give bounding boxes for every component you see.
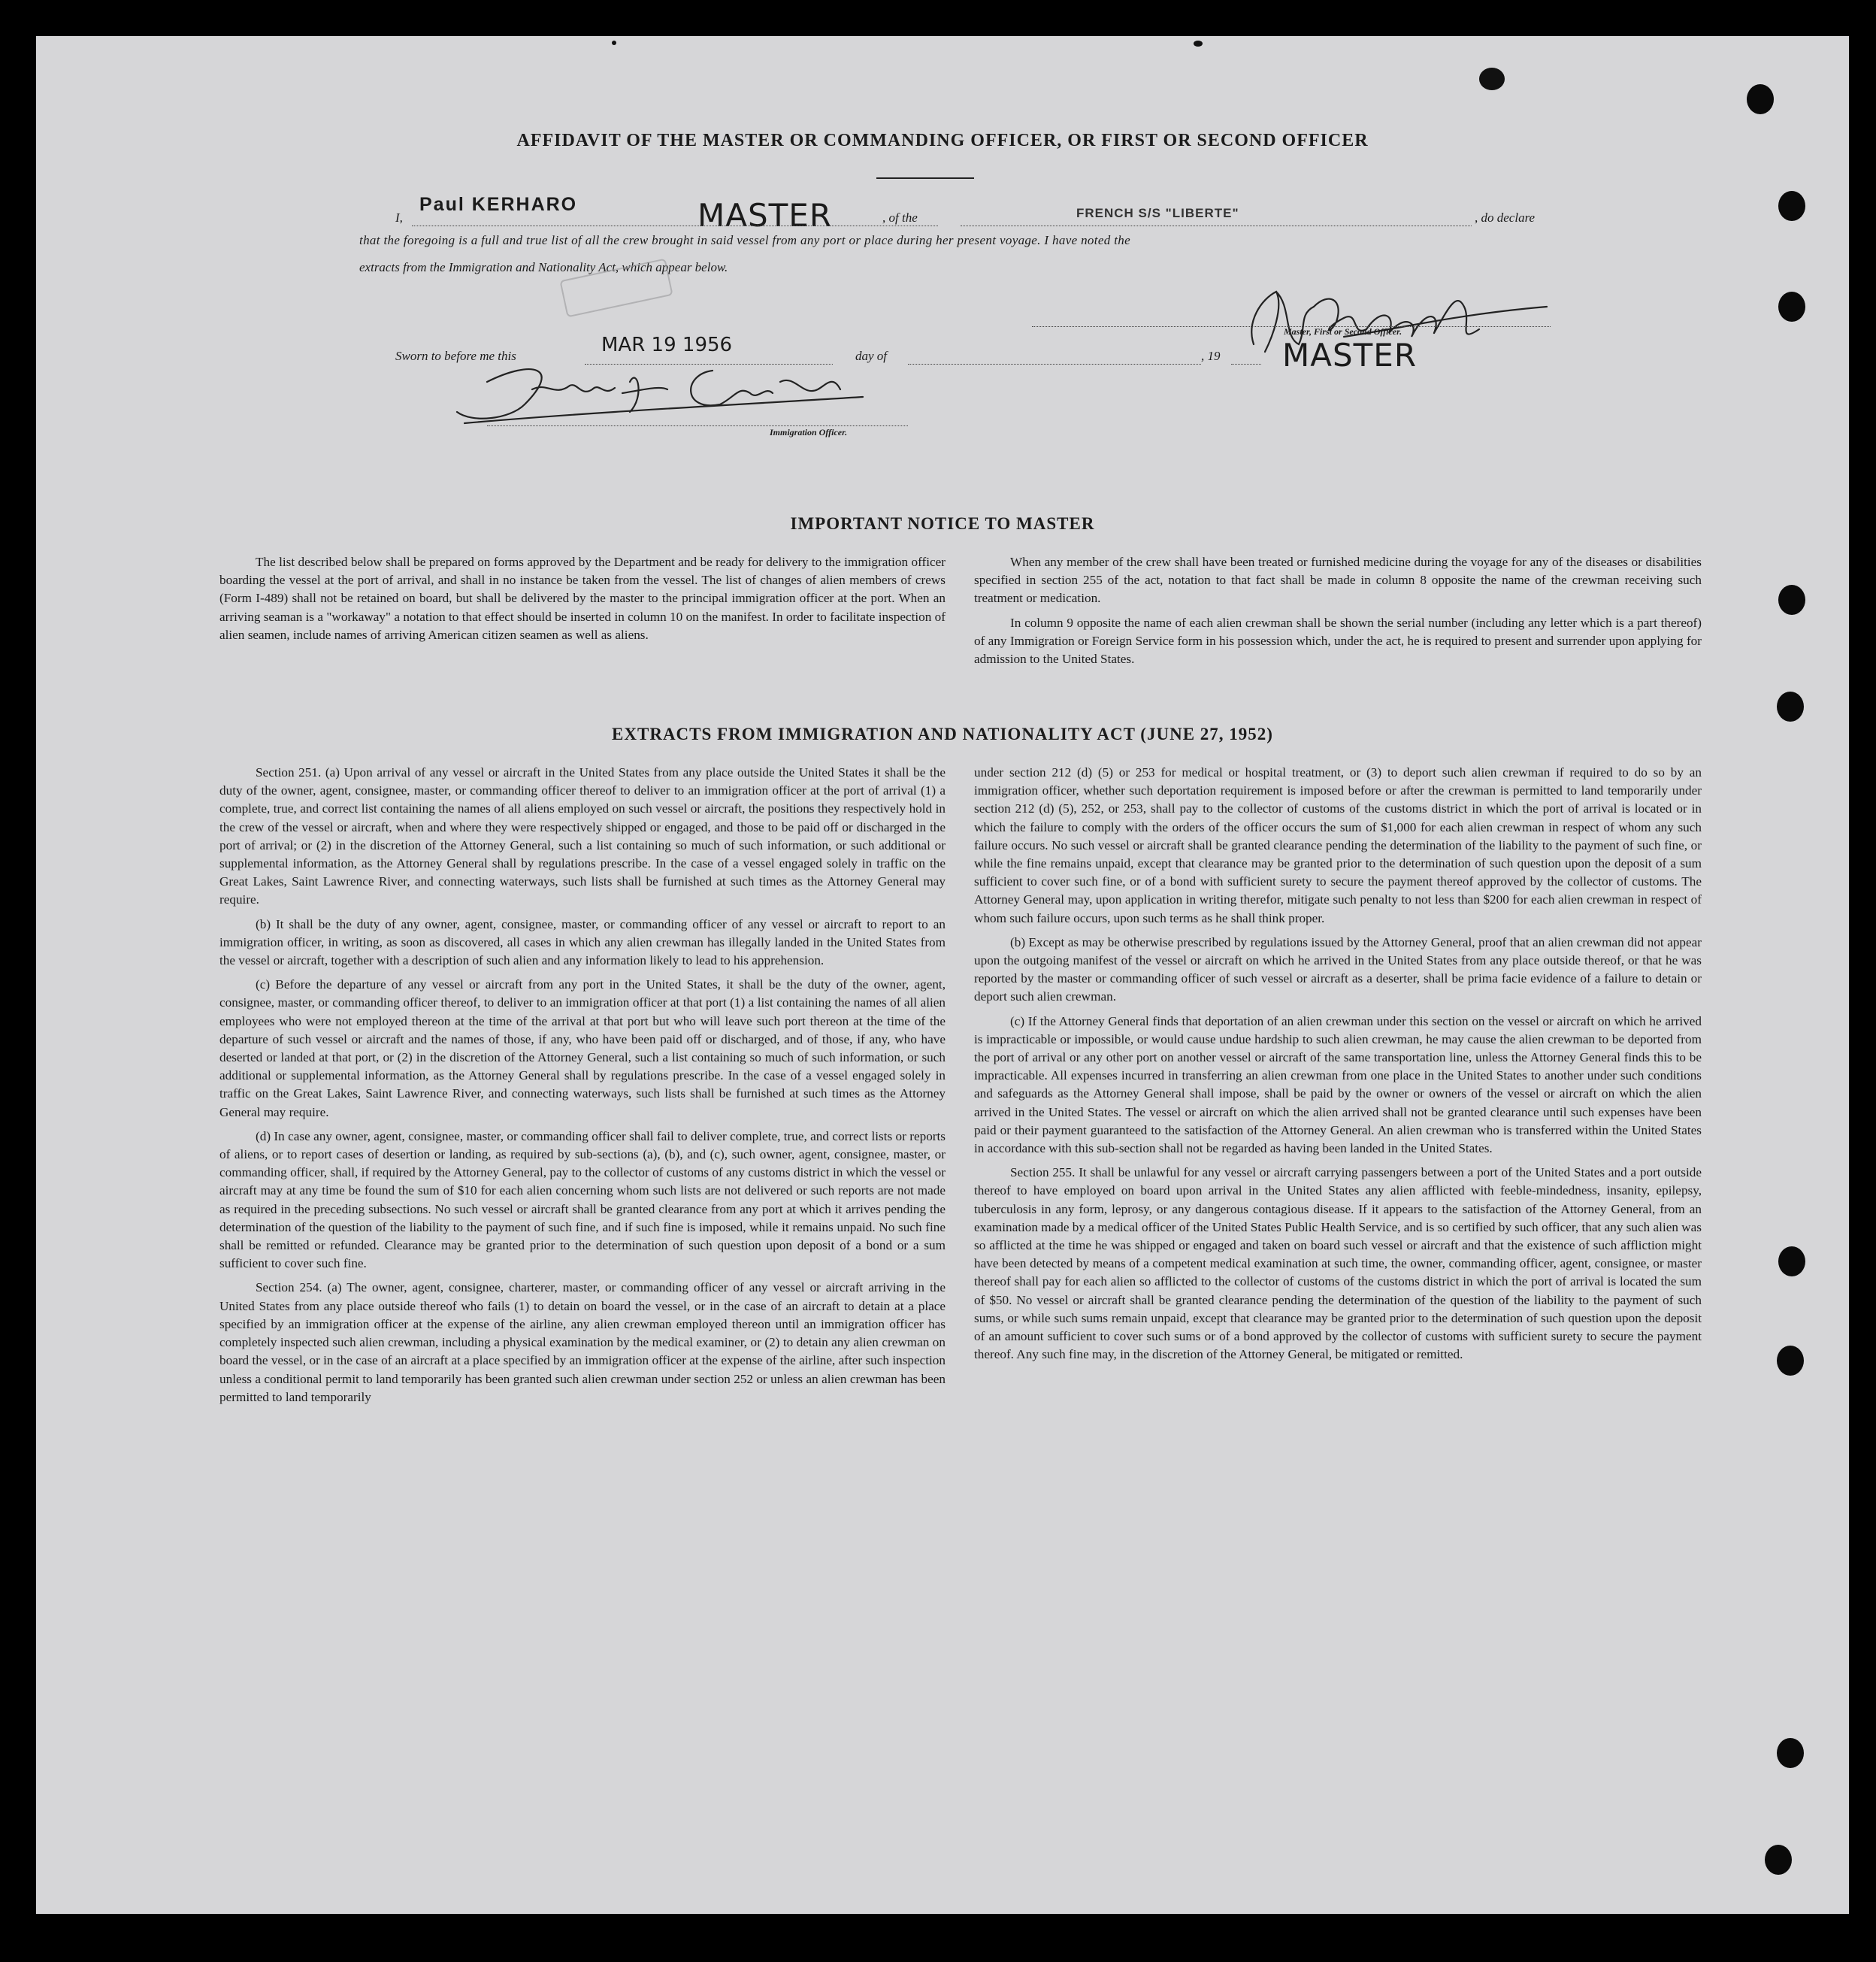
year-blank <box>1231 364 1261 365</box>
punch-hole-icon <box>1777 1346 1804 1376</box>
master-name: Paul KERHARO <box>419 194 578 215</box>
title-rule <box>876 177 974 179</box>
immigration-signature-line <box>487 425 908 426</box>
punch-hole-icon <box>1777 692 1804 722</box>
master-stamp: MASTER <box>1282 337 1418 374</box>
punch-hole-icon <box>1747 84 1774 114</box>
affidavit-title: AFFIDAVIT OF THE MASTER OR COMMANDING OFFICER, OR FIRST OR SECOND OFFICER <box>516 131 1369 150</box>
punch-hole-icon <box>1778 585 1805 615</box>
notice-heading: IMPORTANT NOTICE TO MASTER <box>790 514 1095 533</box>
immigration-officer-signature-icon <box>442 352 878 434</box>
notice-paragraph: When any member of the crew shall have been treated or furnished medicine during the voyage for any of the diseases or disabilities specified in section 255 of the act, notation to that fact shall be made in column 8 opposite the name of the crewman receiving such treatment or medication. <box>974 555 1702 606</box>
punch-hole-icon <box>1778 1246 1805 1276</box>
month-blank <box>908 364 1201 365</box>
officer-caption: Master, First or Second Officer. <box>1284 326 1402 337</box>
punch-hole-icon <box>1765 1845 1792 1875</box>
of-the-label: , of the <box>882 210 918 225</box>
vessel-name: FRENCH S/S "LIBERTE" <box>1076 206 1239 220</box>
extracts-right-column <box>974 764 1702 1370</box>
ink-fleck-icon <box>1479 68 1505 90</box>
statement-line-1: that the foregoing is a full and true list of all the crew brought in said vessel from any port or place during her present voyage. I have noted the <box>359 233 1131 247</box>
section-paragraph: (d) In case any owner, agent, consignee, master, or commanding officer shall fail to deliver complete, true, and correct lists or reports of aliens, or to report cases of desertion or landing, as required by sub-sections (a), (b), and (c), such owner, agent, consignee, master, or commanding officer, shall, if required by the Attorney General, pay to the collector of customs of any customs district in which the vessel or aircraft may at any time be found the sum of $10 for each alien concerning whom such lists are not delivered or such reports are not made as required in the preceding subsections. No such vessel or aircraft shall be granted clearance from any port at which it arrives pending the determination of the question of the liability to the payment of such fine, and if such fine is imposed, while it remains unpaid. No such fine shall be remitted or refunded. Clearance may be granted prior to the determination of such question upon deposit of a bond or a sum sufficient to cover such fine. <box>219 1128 946 1271</box>
declare-prefix: I, <box>395 210 403 225</box>
section-paragraph: (b) Except as may be otherwise prescribed by regulations issued by the Attorney General, proof that an alien crewman did not appear upon the outgoing manifest of the vessel or aircraft on which he arrived in the United States from any place outside thereof, or that he was reported by the master or commanding officer of such vessel or aircraft as a deserter, shall be prima facie evidence of a failure to detain or deport such alien crewman. <box>974 934 1702 1004</box>
year-prefix: , 19 <box>1201 349 1221 363</box>
section-paragraph: (c) If the Attorney General finds that deportation of an alien crewman under this section on the vessel or aircraft on which he arrived is impracticable or impossible, or would cause undue hardship to such alien crewman, he may cause the alien crewman to be deported from the port of arrival or any other port on another vessel or aircraft of the same transportation line, unless the Attorney General finds this to be impracticable. All expenses incurred in transferring an alien crewman from one place in the United States to another under such conditions and safeguards as the Attorney General shall impose, shall be paid by the owner or owners of the vessel or aircraft on which the alien arrived in the United States. The vessel or aircraft on which the alien arrived shall not be granted clearance until such expenses have been paid or their payment guaranteed to the satisfaction of the Attorney General. An alien crewman who is transferred within the United States in accordance with this sub-section shall not be regarded as having been landed in the United States. <box>974 1013 1702 1156</box>
section-paragraph: under section 212 (d) (5) or 253 for medical or hospital treatment, or (3) to deport such alien crewman if required to do so by an immigration officer, whether such deportation requirement is imposed before or after the crewman is permitted to land temporarily under section 212 (d) (5), 252, or 253, shall pay to the collector of customs of the customs district in which the port of arrival is located or in which the failure to comply with the orders of the officer occurs the sum of $1,000 for each alien crewman in respect of whom any such failure occurs. No such vessel or aircraft shall be granted clearance pending the determination of the liability to the payment of such fine, or while the fine remains unpaid, except that clearance may be granted prior to the determination of such question upon the deposit of a sum sufficient to cover such fine, or of a bond with sufficient surety to secure the payment thereof approved by the collector of customs. The Attorney General may, upon application in writing therefor, mitigate such penalty to not less than $200 for each alien crewman in respect of whom such failure occurs, upon such terms as he shall think proper. <box>974 765 1702 925</box>
section-paragraph: Section 251. (a) Upon arrival of any vessel or aircraft in the United States from any place outside the United States it shall be the duty of the owner, agent, consignee, master, or commanding officer thereof to deliver to an immigration officer at the port of arrival (1) a complete, true, and correct list containing the names of all aliens employed on such vessel or aircraft, the positions they respectively hold in the crew of the vessel or aircraft, when and where they were respectively shipped or engaged, and those to be paid off or discharged in the port of arrival; or (2) in the discretion of the Attorney General, such a list containing so much of such information, or such additional or supplemental information, as the Attorney General shall by regulations prescribe. In the case of a vessel engaged solely in traffic on the Great Lakes, Saint Lawrence River, and connecting waterways, such lists shall be furnished at such times as the Attorney General may require. <box>219 765 946 907</box>
punch-hole-icon <box>1777 1738 1804 1768</box>
punch-hole-icon <box>1778 292 1805 322</box>
ink-fleck-icon <box>612 41 616 45</box>
section-paragraph: Section 255. It shall be unlawful for any vessel or aircraft carrying passengers between a port of the United States and a port outside thereof to have employed on board upon arrival in the United States any alien afflicted with feeble-mindedness, insanity, epilepsy, tuberculosis in any form, leprosy, or any dangerous contagious disease. If it appears to the satisfaction of the Attorney General, from an examination made by a medical officer of the United States Public Health Service, and is so certified by such officer, that any such alien was so afflicted at the time he was shipped or engaged and taken on board such vessel or aircraft and that the existence of such affliction might have been detected by means of a competent medical examination at such time, the owner, commanding officer, agent, consignee, or master thereof shall pay for each alien so afflicted to the collector of customs of the customs district in which the port of arrival is located the sum of $50. No vessel or aircraft shall be granted clearance pending the determination of the question of the liability to the payment of such sums, or while such sums remain unpaid, except that clearance may be granted prior to the determination of such question upon the deposit of an amount sufficient to cover such sums or of a bond approved by the collector of customs with sufficient surety to secure the payment thereof. Any such fine may, in the discretion of the Attorney General, be mitigated or remitted. <box>974 1165 1702 1362</box>
section-paragraph: (c) Before the departure of any vessel or aircraft from any port in the United States, it shall be the duty of the owner, agent, consignee, master, or commanding officer thereof, to deliver to an immigration officer at that port (1) a list containing the names of all alien employees who were not employed thereon at the time of the arrival at that port but who will leave such port thereon at the time of the departure of such vessel or aircraft and the names of those, if any, who have been paid off or discharged, and of those, if any, who have deserted or landed at that port, or (2) in the discretion of the Attorney General, such a list containing so much of such information, or such additional or supplemental information, as the Attorney General shall by regulations prescribe. In the case of a vessel engaged solely in traffic on the Great Lakes, Saint Lawrence River, and connecting waterways, such lists shall be furnished at such times as the Attorney General may require. <box>219 977 946 1119</box>
rank-stamp: MASTER <box>697 197 833 234</box>
document-page <box>36 36 1849 1914</box>
sworn-date-stamp: MAR 19 1956 <box>601 334 733 356</box>
notice-paragraph: The list described below shall be prepared on forms approved by the Department and be ready for delivery to the immigration officer boarding the vessel at the port of arrival, and shall in no instance be taken from the vessel. The list of changes of alien members of crews (Form I-489) shall not be retained on board, but shall be delivered by the master to the principal immigration officer at the port. When an arriving seaman is a "workaway" a notation to that effect should be inserted in column 10 on the manifest. In order to facilitate inspection of alien seamen, include names of arriving American citizen seamen as well as aliens. <box>219 555 946 642</box>
immigration-caption: Immigration Officer. <box>770 427 848 438</box>
statement-line-2: extracts from the Immigration and Nationality Act, which appear below. <box>359 260 728 274</box>
extracts-left-column <box>219 764 946 1412</box>
punch-hole-icon <box>1778 191 1805 221</box>
section-paragraph: (b) It shall be the duty of any owner, agent, consignee, master, or commanding officer of any vessel or aircraft to report to an immigration officer, in writing, as soon as discovered, all cases in which any alien crewman has illegally landed in the United States from the vessel or aircraft, together with a description of such alien and any information likely to lead to his apprehension. <box>219 916 946 968</box>
notice-left-column <box>219 553 946 650</box>
extracts-heading: EXTRACTS FROM IMMIGRATION AND NATIONALITY ACT (JUNE 27, 1952) <box>612 725 1273 743</box>
day-of-label: day of <box>855 349 888 363</box>
notice-paragraph: In column 9 opposite the name of each alien crewman shall be shown the serial number (including any letter which is a part thereof) of any Immigration or Foreign Service form in his possession which, under the act, he is required to present and surrender upon applying for admission to the United States. <box>974 615 1702 667</box>
sworn-label: Sworn to before me this <box>395 349 516 363</box>
do-declare-label: , do declare <box>1475 210 1536 225</box>
section-paragraph: Section 254. (a) The owner, agent, consignee, charterer, master, or commanding officer of any vessel or aircraft arriving in the United States from any place outside thereof who fails (1) to detain on board the vessel, or in the case of an aircraft to detain at a place specified by an immigration officer at the expense of the airline, any alien crewman employed thereon until an immigration officer has completely inspected such alien crewman, including a physical examination by the medical examiner, or (2) to detain any alien crewman on board the vessel, or in the case of an aircraft at a place specified by an immigration officer at the expense of the airline, after such inspection unless a conditional permit to land temporarily has been granted such alien crewman under section 252 or unless an alien crewman has been permitted to land temporarily <box>219 1280 946 1404</box>
ink-fleck-icon <box>1194 41 1203 47</box>
notice-right-column <box>974 553 1702 674</box>
